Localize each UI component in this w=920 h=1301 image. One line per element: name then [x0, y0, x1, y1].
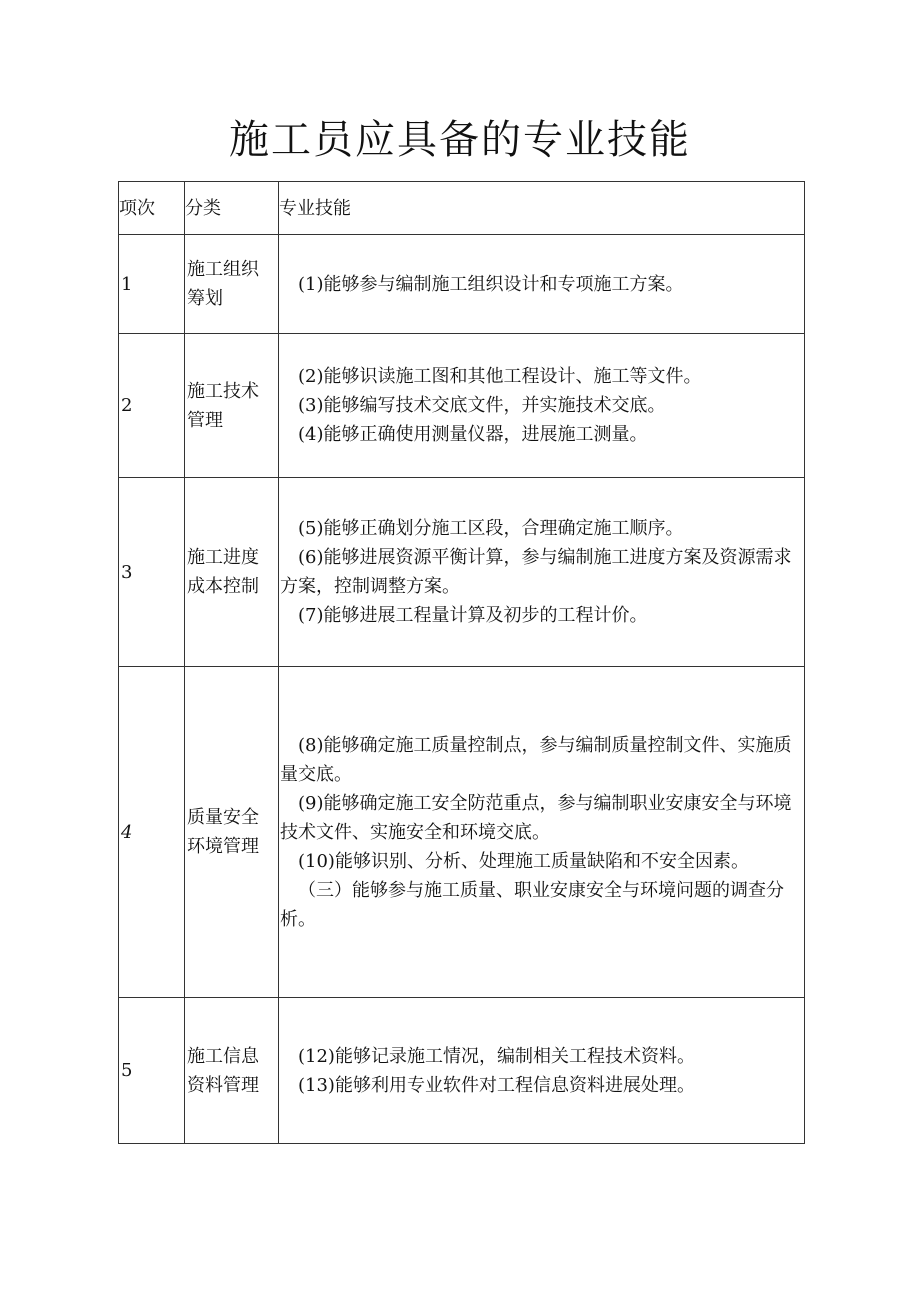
skill-item: (10)能够识别、分析、处理施工质量缺陷和不安全因素。	[298, 850, 749, 872]
table-header-row	[119, 182, 805, 235]
table-row	[119, 667, 805, 998]
header-skills: 专业技能	[279, 182, 805, 235]
table-row	[119, 334, 805, 478]
row-category: 施工进度成本控制	[185, 478, 279, 667]
skills-table	[118, 181, 805, 1144]
row-skills	[279, 667, 805, 998]
row-index: 4	[119, 667, 185, 998]
skill-item: (12)能够记录施工情况，编制相关工程技术资料。	[298, 1045, 695, 1067]
row-index: 2	[119, 334, 185, 478]
row-category: 施工技术管理	[185, 334, 279, 478]
table-row	[119, 998, 805, 1144]
skill-item: (3)能够编写技术交底文件，并实施技术交底。	[298, 395, 666, 416]
table-row	[119, 235, 805, 334]
skill-item: (13)能够利用专业软件对工程信息资料进展处理。	[298, 1074, 695, 1096]
header-category: 分类	[185, 182, 279, 235]
skill-item: (1)能够参与编制施工组织设计和专项施工方案。	[298, 273, 684, 295]
header-index: 项次	[119, 182, 185, 235]
table-row	[119, 478, 805, 667]
skill-item: （三）能够参与施工质量、职业安康安全与环境问题的调查分析。	[280, 879, 784, 930]
row-category: 施工组织筹划	[185, 235, 279, 334]
skill-item: (2)能够识读施工图和其他工程设计、施工等文件。	[298, 366, 702, 387]
skill-item: (7)能够进展工程量计算及初步的工程计价。	[298, 605, 648, 626]
row-skills	[279, 478, 805, 667]
row-skills	[279, 235, 805, 334]
skill-item: (5)能够正确划分施工区段，合理确定施工顺序。	[298, 518, 684, 539]
skill-item: (4)能够正确使用测量仪器，进展施工测量。	[298, 424, 648, 445]
row-index: 5	[119, 998, 185, 1144]
row-skills	[279, 998, 805, 1144]
skill-item: (6)能够进展资源平衡计算，参与编制施工进度方案及资源需求方案，控制调整方案。	[280, 547, 792, 597]
skill-item: (8)能够确定施工质量控制点，参与编制质量控制文件、实施质量交底。	[280, 734, 792, 785]
row-index: 1	[119, 235, 185, 334]
page-title: 施工员应具备的专业技能	[229, 117, 691, 163]
skill-item: (9)能够确定施工安全防范重点，参与编制职业安康安全与环境技术文件、实施安全和环境交底。	[280, 792, 792, 843]
row-category: 施工信息资料管理	[185, 998, 279, 1144]
row-skills	[279, 334, 805, 478]
row-index: 3	[119, 478, 185, 667]
row-category: 质量安全环境管理	[185, 667, 279, 998]
